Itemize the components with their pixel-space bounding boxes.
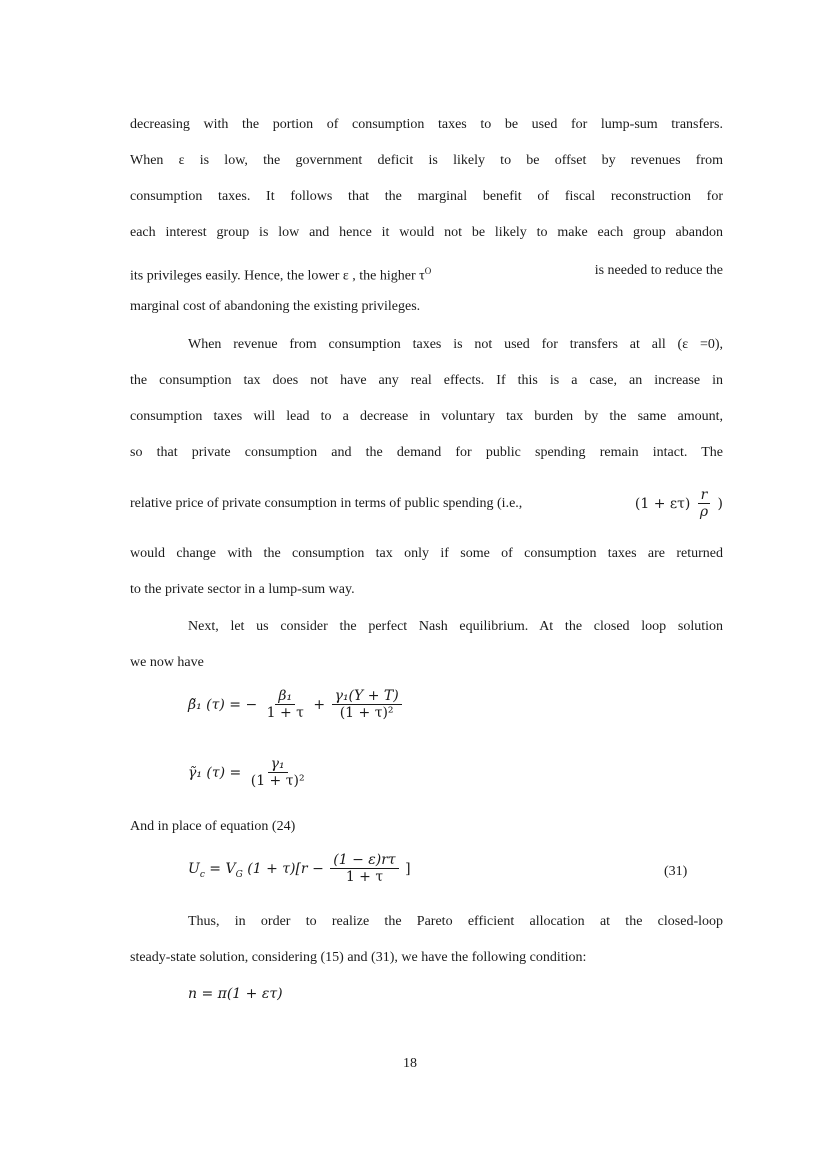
text-line-head [130,262,431,286]
text-line: decreasing with the portion of consumption taxes to be used for lump-sum transfers. [130,117,723,132]
text-line [130,482,723,526]
text-line: we now have [130,655,204,670]
relative-price-expression [635,487,723,521]
eq-lhs: β̃₁ (τ) = − [188,697,258,713]
text-line: consumption taxes. It follows that the marginal benefit of fiscal reconstruction for [130,189,723,204]
eq-lhs: γ̃₁ (τ) = [188,765,242,781]
text-line-tail: is needed to reduce the [594,263,723,278]
text-line: Next, let us consider the perfect Nash equilibrium. At the closed loop solution [188,619,723,634]
fraction [697,487,711,521]
text-line: the consumption tax does not have any real effects. If this is a case, an increase in [130,373,723,388]
text-line: When revenue from consumption taxes is not used for transfers at all (ε =0), [188,337,723,352]
expr-part: ) [717,496,723,512]
text-line: Thus, in order to realize the Pareto efficient allocation at the closed-loop [188,914,723,929]
text-line: marginal cost of abandoning the existing privileges. [130,299,421,314]
numerator: r [698,487,711,504]
text-line: consumption taxes will lead to a decrease in voluntary tax burden by the same amount, [130,409,723,424]
equation-beta [188,688,404,722]
equation-gamma [188,756,310,790]
fraction [248,756,308,790]
text-line-a: relative price of private consumption in terms of public spending (i.e., [130,496,523,511]
denominator: (1 + τ)² [250,773,305,789]
equation-number: (31) [664,864,688,879]
fraction [332,688,402,722]
text-line: each interest group is low and hence it would not be likely to make each group abandon [130,225,723,240]
expr-part: (1 + ετ) [634,496,691,512]
text-line: And in place of equation (24) [130,819,296,834]
text-line: steady-state solution, considering (15) and (31), we have the following condition: [130,950,587,965]
denominator: (1 + τ)² [339,705,394,721]
denominator: 1 + τ [345,869,384,885]
equation-condition: n = π(1 + ετ) [188,986,283,1002]
fraction [330,852,398,886]
eq-lhs: U [188,861,200,877]
text-line [130,262,723,286]
numerator: γ₁(Y + T) [332,688,402,705]
tau-superscript: O [424,266,432,276]
text-line-a: its privileges easily. Hence, the lower ε , the higher τ [130,268,425,284]
numerator: γ₁ [268,756,288,773]
fraction [264,688,307,722]
text-line: so that private consumption and the demand for public spending remain intact. The [130,445,723,460]
eq-part: = V [204,861,236,877]
eq-operator: + [313,697,326,713]
eq-part: ] [405,861,411,877]
page-number: 18 [403,1056,417,1071]
text-line: to the private sector in a lump-sum way. [130,582,355,597]
text-line: When ε is low, the government deficit is likely to be offset by revenues from [130,153,723,168]
equation-31 [188,852,411,886]
denominator: 1 + τ [266,705,304,721]
eq-subscript: c [199,869,205,880]
eq-subscript: G [235,869,243,880]
numerator: (1 − ε)rτ [330,852,398,869]
numerator: β₁ [275,688,295,705]
denominator: ρ [699,504,709,520]
text-line: would change with the consumption tax only if some of consumption taxes are returned [130,546,723,561]
eq-part: (1 + τ)[r − [247,861,324,877]
